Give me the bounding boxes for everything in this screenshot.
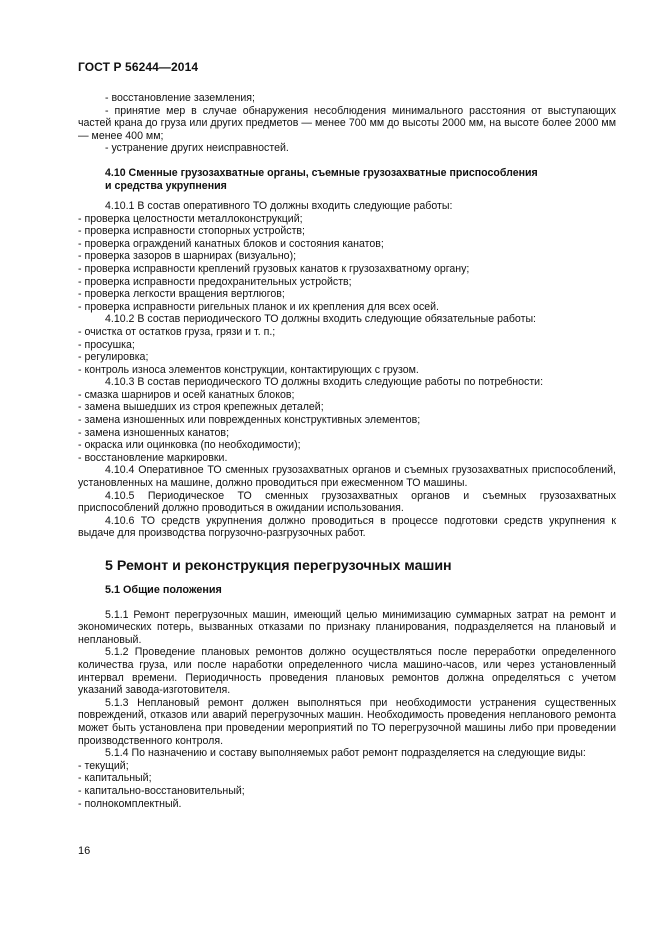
list-item: - очистка от остатков груза, грязи и т. п.;	[78, 325, 276, 338]
paragraph-4-10-2: 4.10.2 В состав периодического ТО должны входить следующие обязательные работы:	[105, 313, 536, 326]
paragraph-5-1-2: 5.1.2 Проведение плановых ремонтов должно осуществляться после переработки определенного количества груза, или после наработки определенного числа машино-часов, или через установленный интервал времени. Периодичность проведения плановых ремонтов должна определяться с учетом указаний завода-изготовителя.	[78, 646, 616, 697]
list-item: - проверка исправности ригельных планок и их крепления для всех осей.	[78, 300, 439, 313]
bullet-list-5-1-4	[78, 760, 616, 810]
list-item: - принятие мер в случае обнаружения несоблюдения минимального расстояния от выступающих частей крана до груза или других предметов — менее 700 мм до высоты 2000 мм, на высоте более 2000 мм — менее 400 мм;	[78, 104, 616, 142]
list-item: - капитально-восстановительный;	[78, 784, 245, 797]
paragraph-5-1-3: 5.1.3 Неплановый ремонт должен выполняться при необходимости устранения существенных повреждений, отказов или аварий перегрузочных машин. Необходимость проведения непланового ремонта может быть установлена при проведении мероприятий по ТО перегрузочной машины либо при проведении производственного контроля.	[78, 696, 616, 747]
list-item: - проверка целостности металлоконструкций;	[78, 212, 303, 225]
document-code-header: ГОСТ Р 56244—2014	[78, 60, 199, 74]
paragraph-4-10-1: 4.10.1 В состав оперативного ТО должны входить следующие работы:	[105, 199, 453, 212]
list-item: - замена изношенных или поврежденных конструктивных элементов;	[78, 414, 421, 427]
list-item: - капитальный;	[78, 772, 152, 785]
list-item: - смазка шарниров и осей канатных блоков;	[78, 388, 295, 401]
bullet-list-4-10-3	[78, 389, 616, 465]
list-item: - окраска или оцинковка (по необходимости);	[78, 439, 301, 452]
list-item: - проверка исправности стопорных устройств;	[78, 225, 305, 238]
list-item: - проверка исправности предохранительных устройств;	[78, 275, 352, 288]
paragraph-4-10-4: 4.10.4 Оперативное ТО сменных грузозахватных органов и съемных грузозахватных приспособлений, установленных на машине, должно проводиться при ежесменном ТО машины.	[78, 464, 616, 490]
list-item: - проверка зазоров в шарнирах (визуально);	[78, 250, 297, 263]
list-item: - текущий;	[78, 759, 129, 772]
list-item: - замена вышедших из строя крепежных деталей;	[78, 401, 324, 414]
list-item: - устранение других неисправностей.	[105, 142, 289, 155]
list-item: - контроль износа элементов конструкции, контактирующих с грузом.	[78, 363, 419, 376]
subsection-heading-5-1: 5.1 Общие положения	[105, 584, 222, 596]
bullet-list-4-10-2	[78, 326, 616, 376]
list-item: - проверка исправности креплений грузовых канатов к грузозахватному органу;	[78, 262, 470, 275]
list-item: - восстановление маркировки.	[78, 451, 228, 464]
paragraph-5-1-4: 5.1.4 По назначению и составу выполняемых работ ремонт подразделяется на следующие виды:	[105, 747, 586, 760]
paragraph-4-10-5: 4.10.5 Периодическое ТО сменных грузозахватных органов и съемных грузозахватных приспособлений должно проводиться в ожидании использования.	[78, 489, 616, 515]
bullet-list-top	[78, 92, 616, 155]
list-item: - проверка легкости вращения вертлюгов;	[78, 288, 285, 301]
list-item: - полнокомплектный.	[78, 797, 182, 810]
list-item: - восстановление заземления;	[105, 92, 255, 104]
section-heading-4-10: 4.10 Сменные грузозахватные органы, съемные грузозахватные приспособления	[105, 166, 538, 179]
bullet-list-4-10-1	[78, 213, 616, 314]
list-item: - проверка ограждений канатных блоков и состояния канатов;	[78, 237, 384, 250]
document-body	[78, 92, 616, 810]
list-item: - просушка;	[78, 338, 135, 351]
section-heading-4-10-cont: и средства укрупнения	[105, 179, 227, 192]
chapter-heading-5: 5 Ремонт и реконструкция перегрузочных машин	[105, 558, 452, 574]
list-item: - регулировка;	[78, 351, 149, 364]
paragraph-4-10-6: 4.10.6 ТО средств укрупнения должно проводиться в процессе подготовки средств укрупнения к выдаче для производства погрузочно-разгрузочных работ.	[78, 514, 616, 540]
paragraph-5-1-1: 5.1.1 Ремонт перегрузочных машин, имеющий целью минимизацию суммарных затрат на ремонт и экономических потерь, вызванных отказами по признаку планирования, подразделяется на плановый и неплановый.	[78, 608, 616, 646]
list-item: - замена изношенных канатов;	[78, 426, 230, 439]
page-number: 16	[78, 845, 91, 857]
paragraph-4-10-3: 4.10.3 В состав периодического ТО должны входить следующие работы по потребности:	[105, 376, 544, 389]
